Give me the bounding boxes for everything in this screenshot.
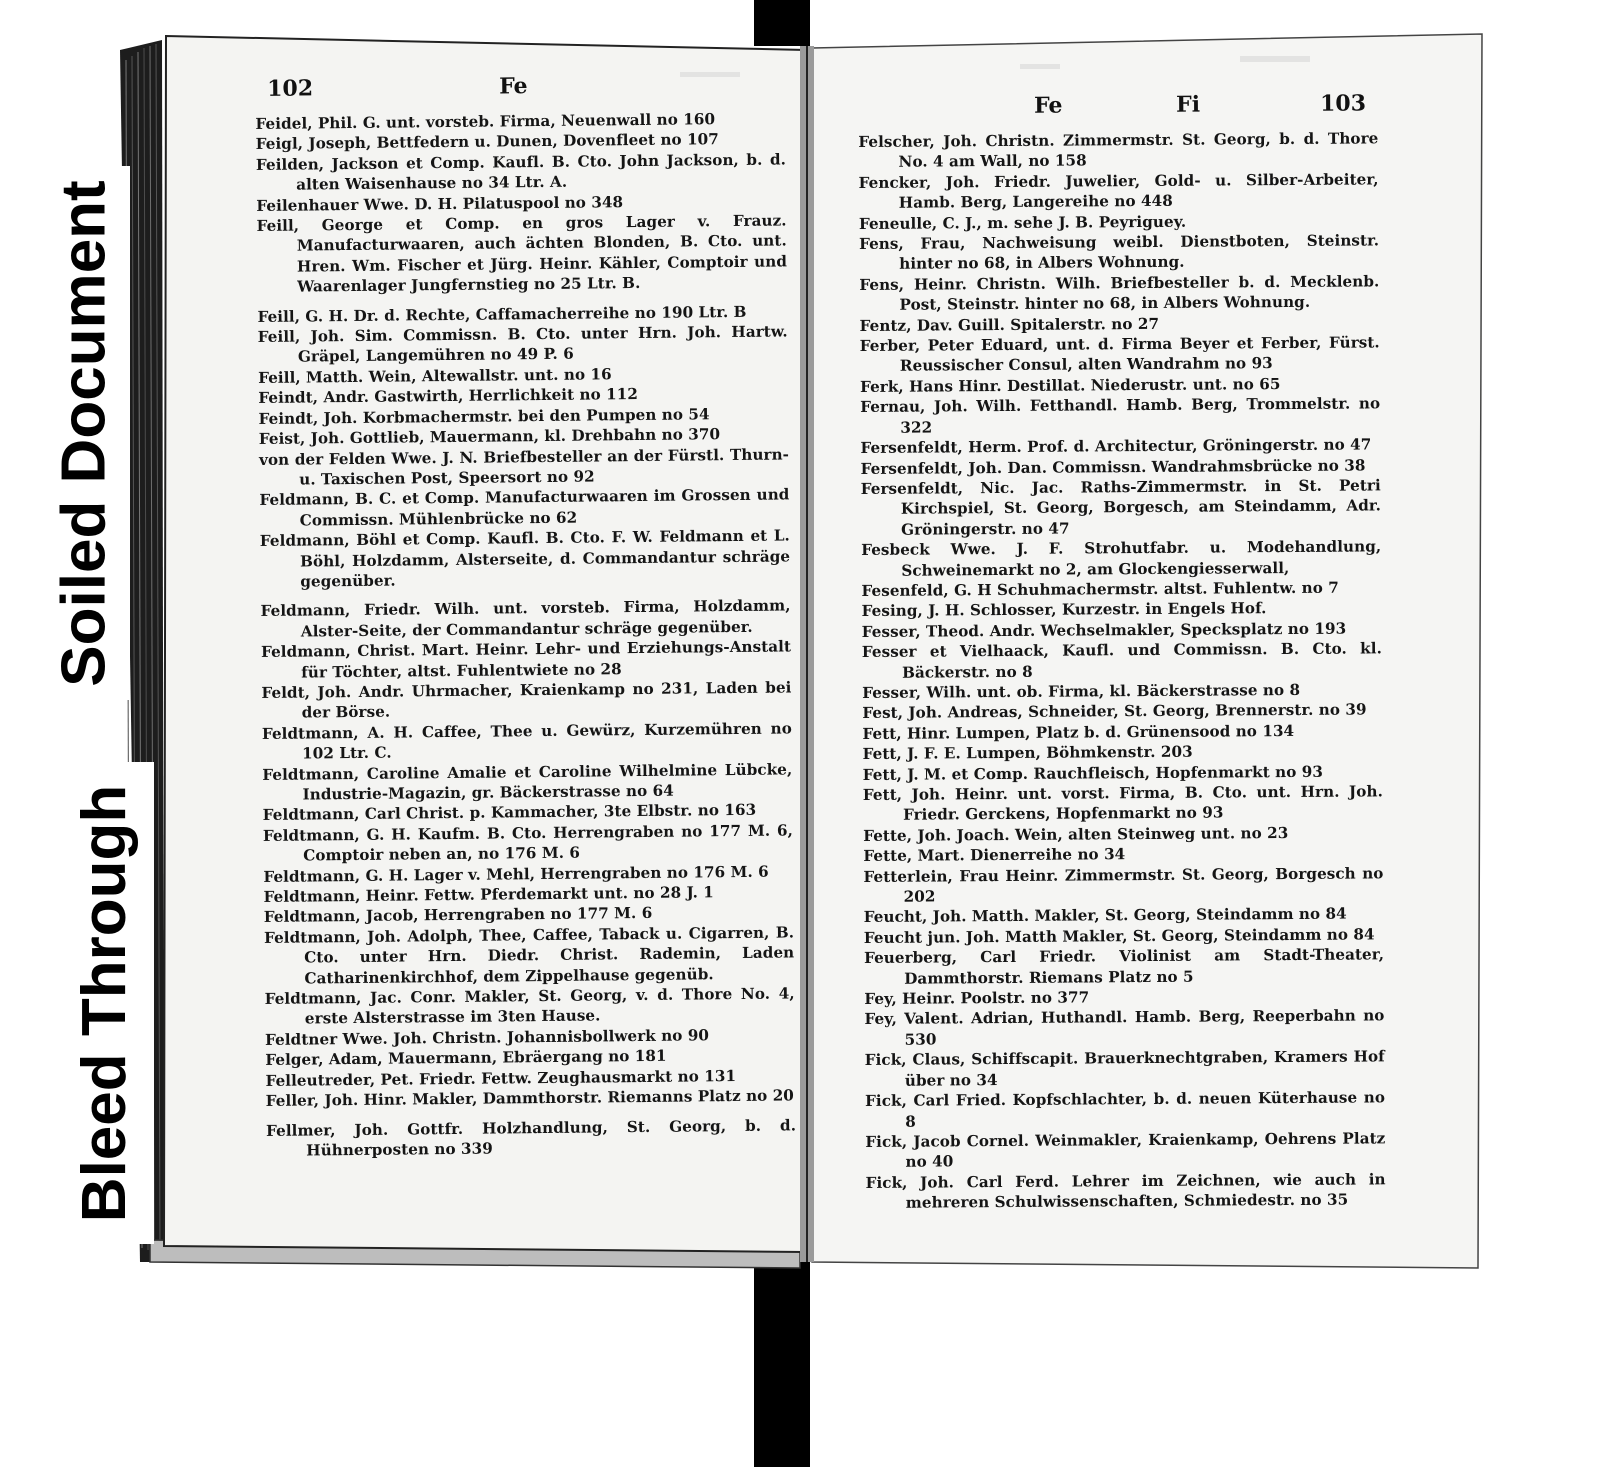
right-entry-list xyxy=(858,128,1386,1213)
directory-entry: Feldmann, Friedr. Wilh. unt. vorsteb. Firma, Holzdamm, Alster-Seite, der Commandantur schräge gegenüber. xyxy=(260,596,791,641)
directory-entry: Feldtmann, Heinr. Fettw. Pferdemarkt unt. no 28 J. 1 xyxy=(263,883,714,906)
running-head-right-fe: Fe xyxy=(1033,92,1063,119)
directory-entry: Feldtmann, G. H. Lager v. Mehl, Herrengraben no 176 M. 6 xyxy=(263,862,769,886)
left-page-header xyxy=(255,70,785,114)
directory-entry: Fette, Joh. Joach. Wein, alten Steinweg unt. no 23 xyxy=(863,823,1289,845)
directory-entry: Feigl, Joseph, Bettfedern u. Dunen, Dovenfleet no 107 xyxy=(255,130,719,154)
directory-entry: Fesing, J. H. Schlosser, Kurzestr. in Engels Hof. xyxy=(861,599,1267,621)
directory-entry: Feucht jun. Joh. Matth Makler, St. Georg, Steindamm no 84 xyxy=(863,925,1375,947)
directory-entry: Felleutreder, Pet. Friedr. Fettw. Zeughausmarkt no 131 xyxy=(265,1066,737,1090)
directory-entry: Felger, Adam, Mauermann, Ebräergang no 181 xyxy=(265,1047,667,1070)
directory-entry: Feill, Joh. Sim. Commissn. B. Cto. unter Hrn. Joh. Hartw. Gräpel, Langemühren no 49 P. 6 xyxy=(257,322,788,367)
directory-entry: Feldtmann, Jac. Conr. Makler, St. Georg, v. d. Thore No. 4, erste Alsterstrasse im 3ten Hause. xyxy=(264,984,795,1028)
directory-entry: Fesser, Wilh. unt. ob. Firma, kl. Bäckerstrasse no 8 xyxy=(862,680,1301,702)
directory-entry: Fett, Joh. Heinr. unt. vorst. Firma, B. Cto. unt. Hrn. Joh. Friedr. Gerckens, Hopfenmarkt no 93 xyxy=(862,782,1383,825)
directory-entry: Fens, Heinr. Christn. Wilh. Briefbesteller b. d. Mecklenb. Post, Steinstr. hinter no 68, in Albers Wohnung. xyxy=(859,272,1380,314)
directory-entry: Fey, Heinr. Poolstr. no 377 xyxy=(864,988,1090,1009)
directory-entry: Feill, G. H. Dr. d. Rechte, Caffamacherreihe no 190 Ltr. B xyxy=(257,302,747,326)
directory-entry: Feill, George et Comp. en gros Lager v. Frauz. Manufacturwaaren, auch ächten Blonden, B. Cto. unt. Hren. Wm. Fischer et Jürg. Heinr. Kähler, Comptoir und Waarenlager Jungfernstieg no 25 Ltr. B. xyxy=(256,211,788,296)
directory-entry: Fersenfeldt, Joh. Dan. Commissn. Wandrahmsbrücke no 38 xyxy=(860,455,1366,478)
directory-entry: Feldmann, Christ. Mart. Heinr. Lehr- und Erziehungs-Anstalt für Töchter, altst. Fuhlentwiete no 28 xyxy=(260,637,792,682)
running-head-right-fi: Fi xyxy=(1175,91,1201,118)
directory-entry: Feindt, Andr. Gastwirth, Herrlichkeit no 112 xyxy=(258,385,639,408)
running-head-left: Fe xyxy=(498,73,528,100)
left-page xyxy=(255,70,796,1161)
directory-entry: Feilden, Jackson et Comp. Kaufl. B. Cto. John Jackson, b. d. alten Waisenhause no 34 Ltr. A. xyxy=(255,150,786,194)
directory-entry: Fesbeck Wwe. J. F. Strohutfabr. u. Modehandlung, Schweinemarkt no 2, am Glockengiesserwall, xyxy=(861,537,1382,580)
directory-entry: Feldtmann, Joh. Adolph, Thee, Caffee, Taback u. Cigarren, B. Cto. unter Hrn. Diedr. Christ. Rademin, Laden Catharinenkirchhof, dem Zippelhause gegenüb. xyxy=(263,923,795,988)
directory-entry: Fens, Frau, Nachweisung weibl. Dienstboten, Steinstr. hinter no 68, in Albers Wohnung. xyxy=(858,231,1380,274)
directory-entry: Fett, Hinr. Lumpen, Platz b. d. Grünensood no 134 xyxy=(862,721,1295,743)
directory-entry: Feldmann, B. C. et Comp. Manufacturwaaren im Grossen und Commissn. Mühlenbrücke no 62 xyxy=(259,485,790,530)
directory-entry: Fentz, Dav. Guill. Spitalerstr. no 27 xyxy=(859,314,1160,335)
directory-entry: Feuerberg, Carl Friedr. Violinist am Stadt-Theater, Dammthorstr. Riemans Platz no 5 xyxy=(863,945,1385,988)
directory-entry: Fersenfeldt, Herm. Prof. d. Architectur, Gröningerstr. no 47 xyxy=(860,435,1372,458)
directory-entry: Feldtmann, Jacob, Herrengraben no 177 M. 6 xyxy=(263,904,653,927)
directory-entry: Fesser, Theod. Andr. Wechselmakler, Specksplatz no 193 xyxy=(861,619,1347,641)
directory-entry: Fett, J. F. E. Lumpen, Böhmkenstr. 203 xyxy=(862,742,1193,764)
label-bleed-through xyxy=(56,762,154,1244)
directory-entry: Felscher, Joh. Christn. Zimmermstr. St. Georg, b. d. Thore No. 4 am Wall, no 158 xyxy=(858,129,1379,172)
gutter-tape-bottom xyxy=(754,1246,810,1467)
gutter-tape-top xyxy=(754,0,810,46)
directory-entry: Feldtner Wwe. Joh. Christn. Johannisbollwerk no 90 xyxy=(264,1026,710,1049)
right-page xyxy=(858,90,1386,1213)
directory-entry: Feldtmann, Carl Christ. p. Kammacher, 3te Elbstr. no 163 xyxy=(262,801,757,825)
directory-entry: Fick, Joh. Carl Ferd. Lehrer im Zeichnen, wie auch in mehreren Schulwissenschaften, Schmiedestr. no 35 xyxy=(865,1170,1386,1212)
directory-entry: Feucht, Joh. Matth. Makler, St. Georg, Steindamm no 84 xyxy=(863,905,1347,927)
directory-entry: Fest, Joh. Andreas, Schneider, St. Georg, Brennerstr. no 39 xyxy=(862,700,1367,723)
directory-entry: Fick, Jacob Cornel. Weinmakler, Kraienkamp, Oehrens Platz no 40 xyxy=(865,1129,1386,1172)
label-soiled-document xyxy=(38,166,130,700)
directory-entry: Fersenfeldt, Nic. Jac. Raths-Zimmermstr. in St. Petri Kirchspiel, St. Georg, Borgesch, am Steindamm, Adr. Gröningerstr. no 47 xyxy=(860,476,1381,539)
directory-entry: Fey, Valent. Adrian, Huthandl. Hamb. Berg, Reeperbahn no 530 xyxy=(864,1006,1385,1049)
directory-entry: Fernau, Joh. Wilh. Fetthandl. Hamb. Berg, Trommelstr. no 322 xyxy=(860,394,1381,437)
left-entry-list xyxy=(255,108,796,1161)
label-soiled-document-text: Soiled Document xyxy=(49,179,119,687)
directory-entry: Fetterlein, Frau Heinr. Zimmermstr. St. Georg, Borgesch no 202 xyxy=(863,863,1384,906)
directory-entry: Feindt, Joh. Korbmachermstr. bei den Pumpen no 54 xyxy=(258,404,710,428)
directory-entry: Feilenhauer Wwe. D. H. Pilatuspool no 348 xyxy=(256,192,624,215)
directory-entry: Feldtmann, Caroline Amalie et Caroline Wilhelmine Lübcke, Industrie-Magazin, gr. Bäckerstrasse no 64 xyxy=(262,760,793,804)
directory-entry: Fesenfeld, G. H Schuhmachermstr. altst. Fuhlentw. no 7 xyxy=(861,578,1339,600)
directory-entry: Fett, J. M. et Comp. Rauchfleisch, Hopfenmarkt no 93 xyxy=(862,762,1324,784)
directory-entry: Feldtmann, G. H. Kaufm. B. Cto. Herrengraben no 177 M. 6, Comptoir neben an, no 176 M. 6 xyxy=(262,821,794,865)
directory-entry: Fesser et Vielhaack, Kaufl. und Commissn. B. Cto. kl. Bäckerstr. no 8 xyxy=(861,639,1382,682)
page-number-left: 102 xyxy=(266,75,314,102)
directory-entry: von der Felden Wwe. J. N. Briefbesteller an der Fürstl. Thurn- u. Taxischen Post, Speersort no 92 xyxy=(258,444,790,489)
right-page-header xyxy=(858,90,1378,132)
directory-entry: Fick, Claus, Schiffscapit. Brauerknechtgraben, Kramers Hof über no 34 xyxy=(864,1047,1385,1090)
label-bleed-through-text: Bleed Through xyxy=(70,784,140,1222)
directory-entry: Fellmer, Joh. Gottfr. Holzhandlung, St. Georg, b. d. Hühnerposten no 339 xyxy=(265,1115,797,1160)
directory-entry: Fencker, Joh. Friedr. Juwelier, Gold- u. Silber-Arbeiter, Hamb. Berg, Langereihe no 448 xyxy=(858,170,1379,212)
directory-entry: Feidel, Phil. G. unt. vorsteb. Firma, Neuenwall no 160 xyxy=(255,110,716,133)
directory-entry: Ferber, Peter Eduard, unt. d. Firma Beyer et Ferber, Fürst. Reussischer Consul, alten Wandrahm no 93 xyxy=(859,333,1380,376)
directory-entry: Feller, Joh. Hinr. Makler, Dammthorstr. Riemanns Platz no 20 xyxy=(265,1086,794,1111)
directory-entry: Ferk, Hans Hinr. Destillat. Niederustr. unt. no 65 xyxy=(859,374,1281,396)
page-number-right: 103 xyxy=(1319,90,1367,117)
directory-entry: Feldt, Joh. Andr. Uhrmacher, Kraienkamp no 231, Laden bei der Börse. xyxy=(261,678,792,722)
directory-entry: Feldmann, Böhl et Comp. Kaufl. B. Cto. F. W. Feldmann et L. Böhl, Holzdamm, Alsterseite, d. Commandantur schräge gegenüber. xyxy=(259,526,791,591)
directory-entry: Feist, Joh. Gottlieb, Mauermann, kl. Drehbahn no 370 xyxy=(258,425,721,449)
directory-entry: Feill, Matth. Wein, Altewallstr. unt. no 16 xyxy=(258,365,612,387)
directory-entry: Fick, Carl Fried. Kopfschlachter, b. d. neuen Küterhause no 8 xyxy=(864,1088,1386,1131)
directory-entry: Feldtmann, A. H. Caffee, Thee u. Gewürz, Kurzemühren no 102 Ltr. C. xyxy=(261,719,792,763)
directory-entry: Fette, Mart. Dienerreihe no 34 xyxy=(863,845,1126,866)
directory-entry: Feneulle, C. J., m. sehe J. B. Peyriguey. xyxy=(858,212,1187,233)
